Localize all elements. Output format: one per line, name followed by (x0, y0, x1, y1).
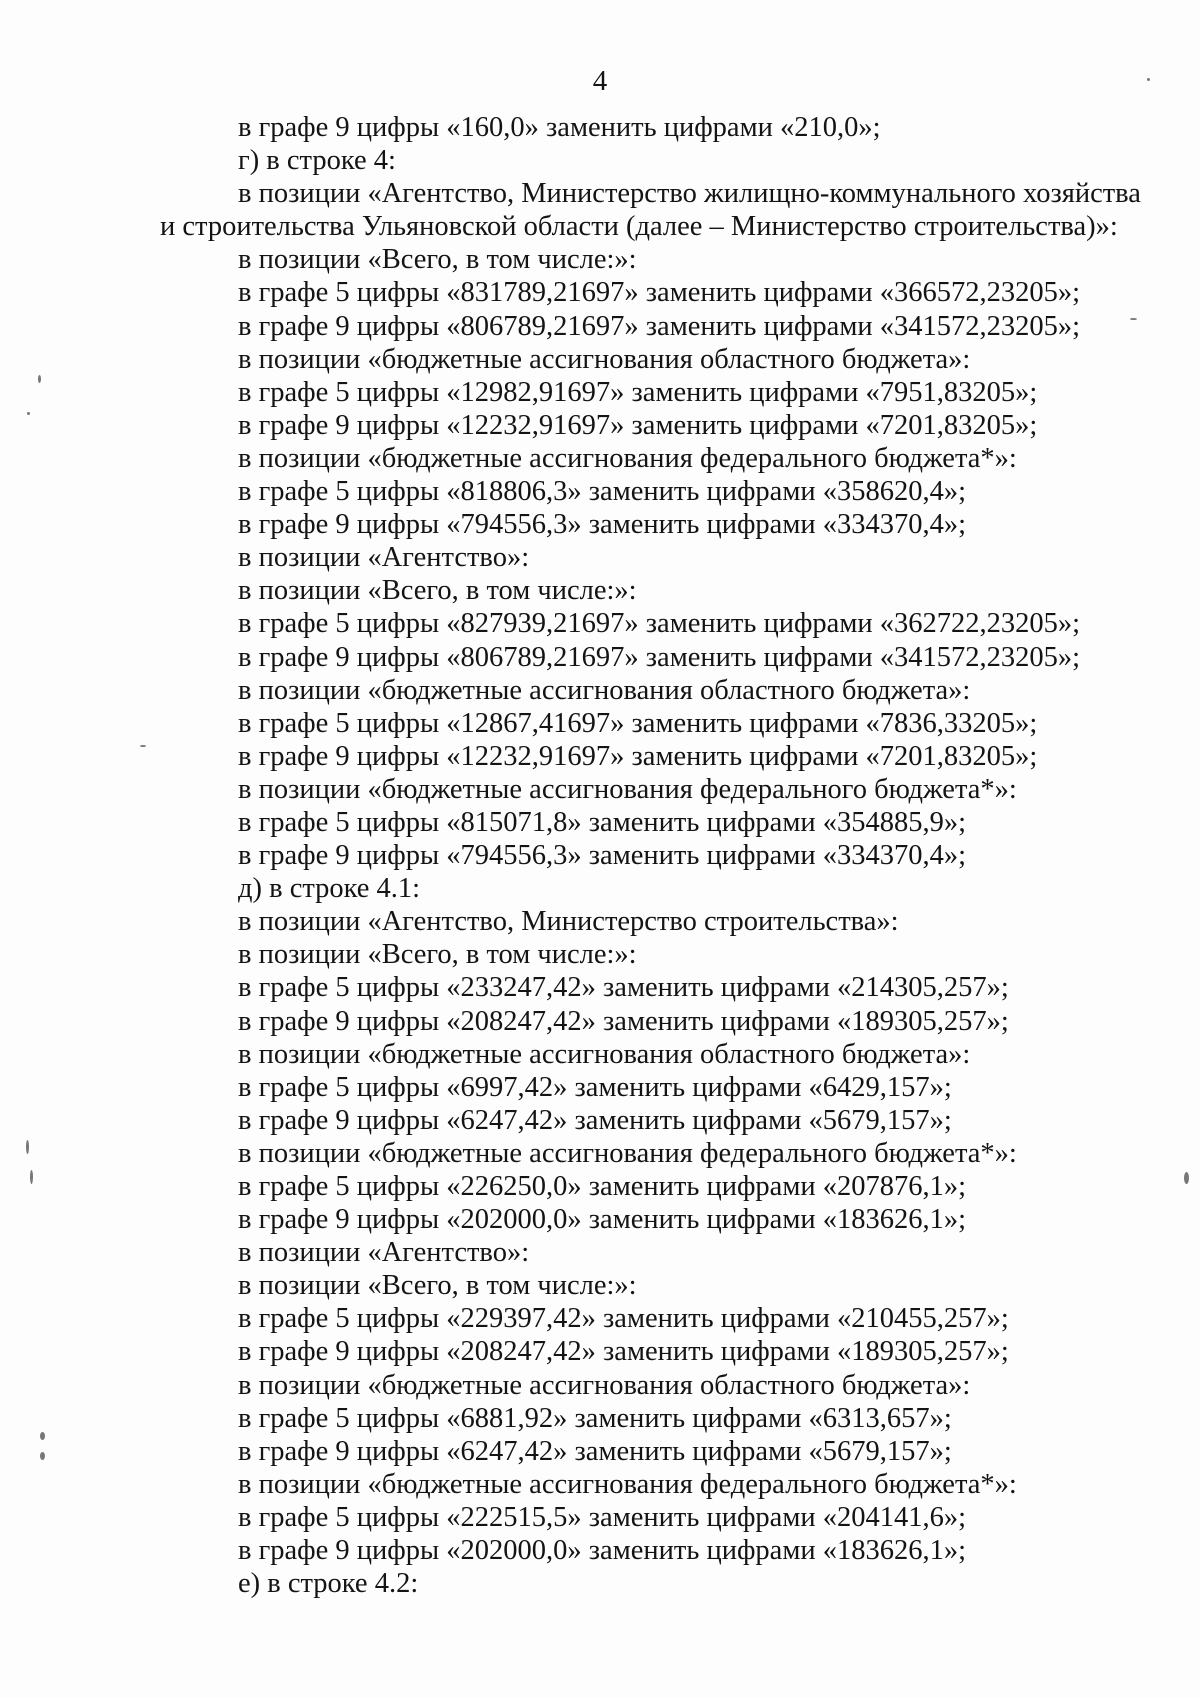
text-line: в графе 9 цифры «12232,91697» заменить цифрами «7201,83205»; (238, 740, 1038, 772)
text-line: в графе 9 цифры «806789,21697» заменить цифрами «341572,23205»; (238, 310, 1081, 342)
text-line: д) в строке 4.1: (238, 873, 421, 905)
document-body (160, 111, 1150, 1600)
text-line: в позиции «бюджетные ассигнования федерального бюджета*»: (238, 442, 1017, 474)
text-line: в позиции «Агентство»: (238, 542, 530, 574)
text-line: в графе 5 цифры «12982,91697» заменить цифрами «7951,83205»; (238, 376, 1038, 408)
scan-speck (1130, 318, 1137, 320)
scan-speck (1184, 1172, 1189, 1184)
text-line: в графе 5 цифры «6997,42» заменить цифрами «6429,157»; (238, 1071, 952, 1103)
text-line: в позиции «Агентство, Министерство строительства»: (238, 906, 899, 938)
text-line: в графе 9 цифры «6247,42» заменить цифрами «5679,157»; (238, 1104, 952, 1136)
scan-speck (38, 375, 41, 383)
text-line: в графе 9 цифры «806789,21697» заменить цифрами «341572,23205»; (238, 641, 1081, 673)
text-line: в графе 5 цифры «831789,21697» заменить цифрами «366572,23205»; (238, 277, 1081, 309)
text-line: в графе 9 цифры «208247,42» заменить цифрами «189305,257»; (238, 1336, 1009, 1368)
text-line: и строительства Ульяновской области (далее – Министерство строительства)»: (160, 211, 1118, 243)
scan-speck (30, 1170, 33, 1184)
scan-speck (140, 745, 146, 747)
scan-speck (27, 412, 30, 415)
text-line: в графе 5 цифры «12867,41697» заменить цифрами «7836,33205»; (238, 707, 1038, 739)
text-line: в графе 9 цифры «6247,42» заменить цифрами «5679,157»; (238, 1435, 952, 1467)
text-line: в позиции «бюджетные ассигнования областного бюджета»: (238, 343, 971, 375)
text-line: в графе 9 цифры «12232,91697» заменить цифрами «7201,83205»; (238, 409, 1038, 441)
page-number: 4 (592, 65, 608, 97)
text-line: в графе 5 цифры «233247,42» заменить цифрами «214305,257»; (238, 972, 1009, 1004)
text-line: в позиции «бюджетные ассигнования федерального бюджета*»: (238, 1137, 1017, 1169)
text-line: в позиции «Всего, в том числе:»: (238, 1270, 637, 1302)
text-line: в графе 5 цифры «827939,21697» заменить цифрами «362722,23205»; (238, 608, 1081, 640)
text-line: в графе 5 цифры «229397,42» заменить цифрами «210455,257»; (238, 1303, 1009, 1335)
text-line: в позиции «Всего, в том числе:»: (238, 244, 637, 276)
text-line: в графе 9 цифры «208247,42» заменить цифрами «189305,257»; (238, 1005, 1009, 1037)
text-line: в графе 5 цифры «226250,0» заменить цифрами «207876,1»; (238, 1171, 967, 1202)
text-line: в графе 9 цифры «794556,3» заменить цифрами «334370,4»; (238, 509, 967, 541)
text-line: в позиции «бюджетные ассигнования областного бюджета»: (238, 1038, 971, 1070)
text-line: в графе 9 цифры «202000,0» заменить цифрами «183626,1»; (238, 1535, 967, 1567)
scan-speck (1147, 78, 1150, 81)
text-line: в графе 9 цифры «202000,0» заменить цифрами «183626,1»; (238, 1204, 967, 1236)
text-line: в графе 5 цифры «815071,8» заменить цифрами «354885,9»; (238, 806, 967, 838)
scan-speck (26, 1140, 29, 1154)
text-line: в позиции «Агентство, Министерство жилищно-коммунального хозяйства (238, 178, 1141, 210)
text-line: в графе 5 цифры «818806,3» заменить цифрами «358620,4»; (238, 476, 967, 508)
text-line: в позиции «Агентство»: (238, 1237, 530, 1269)
text-line: г) в строке 4: (238, 145, 396, 177)
text-line: е) в строке 4.2: (238, 1568, 419, 1600)
text-line: в графе 9 цифры «160,0» заменить цифрами «210,0»; (238, 112, 881, 143)
text-line: в позиции «Всего, в том числе:»: (238, 939, 637, 971)
text-line: в графе 9 цифры «794556,3» заменить цифрами «334370,4»; (238, 840, 967, 872)
text-line: в позиции «бюджетные ассигнования областного бюджета»: (238, 674, 971, 706)
text-line: в графе 5 цифры «6881,92» заменить цифрами «6313,657»; (238, 1402, 952, 1434)
text-line: в позиции «бюджетные ассигнования федерального бюджета*»: (238, 773, 1017, 805)
text-line: в позиции «бюджетные ассигнования федерального бюджета*»: (238, 1468, 1017, 1500)
text-line: в позиции «бюджетные ассигнования областного бюджета»: (238, 1369, 971, 1401)
text-line: в графе 5 цифры «222515,5» заменить цифрами «204141,6»; (238, 1501, 967, 1533)
scan-speck (40, 1432, 45, 1440)
text-line: в позиции «Всего, в том числе:»: (238, 575, 637, 607)
scan-speck (40, 1452, 45, 1460)
